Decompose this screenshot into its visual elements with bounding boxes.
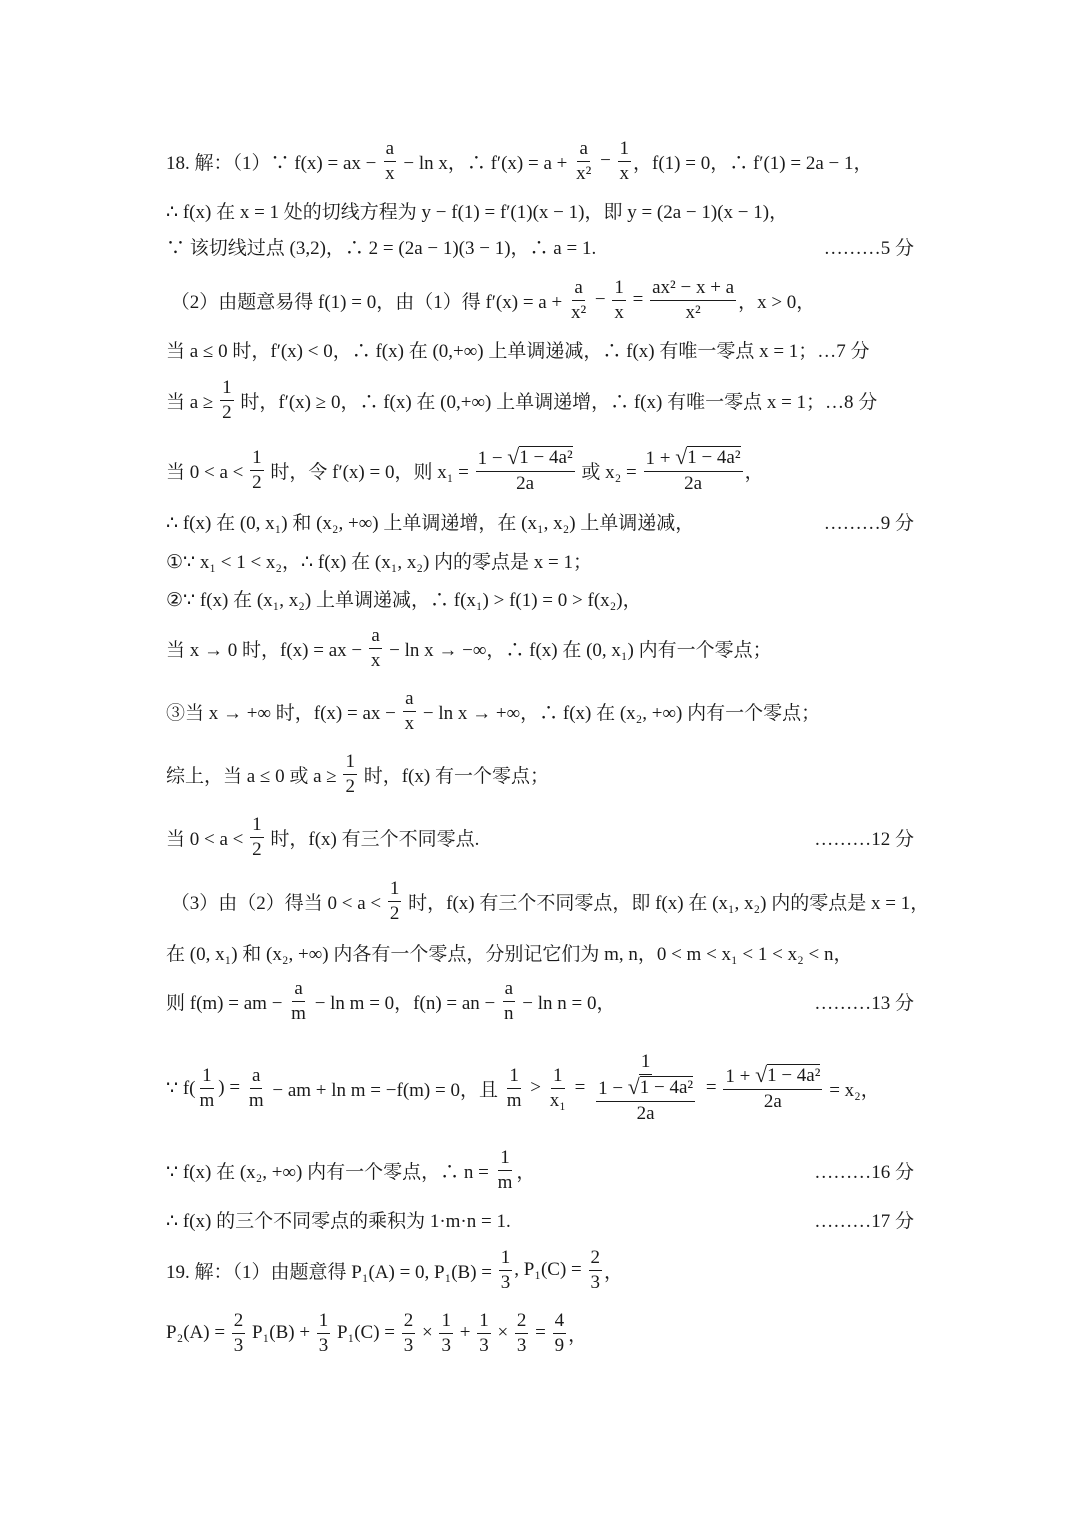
math-text: − bbox=[595, 150, 616, 171]
math-text: 4 bbox=[554, 1309, 565, 1331]
numerator bbox=[515, 1310, 529, 1334]
denominator bbox=[505, 1089, 524, 1112]
denominator bbox=[369, 649, 383, 672]
math-text: ∴ f(x) 在 (0, x₁) 和 (x₂, +∞) 上单调递增，在 (x₁, x₂) 上单调递减， bbox=[166, 512, 695, 534]
math-text: x bbox=[404, 712, 415, 734]
fraction bbox=[553, 1310, 567, 1357]
math-text: x₁ bbox=[549, 1089, 566, 1111]
math-text: 1 bbox=[345, 750, 355, 772]
math-text: P₁(B) + bbox=[247, 1322, 315, 1343]
math-text: 3 bbox=[441, 1334, 451, 1356]
fraction bbox=[723, 1064, 822, 1113]
numerator bbox=[250, 1065, 262, 1089]
denominator bbox=[548, 1089, 568, 1112]
denominator bbox=[232, 1334, 246, 1357]
math-text: ∴ f(x) 的三个不同零点的乘积为 1·m·n = 1. bbox=[166, 1210, 511, 1232]
math-text: 1 bbox=[252, 813, 262, 835]
math-text: 1 bbox=[614, 276, 624, 298]
math-text: ，f(1) = 0，∴ f′(1) = 2a − 1， bbox=[633, 152, 873, 174]
math-text: 1 + bbox=[725, 1065, 756, 1087]
numerator bbox=[644, 446, 743, 472]
math-text: 或 x₂ = bbox=[576, 461, 642, 483]
math-text: 3 bbox=[479, 1334, 489, 1356]
numerator bbox=[232, 1310, 246, 1334]
math-text: a bbox=[385, 137, 395, 159]
math-text: 2 bbox=[345, 775, 355, 797]
numerator bbox=[503, 978, 515, 1002]
math-text: 2 bbox=[252, 471, 262, 493]
math-text: 1 − 4a² bbox=[687, 446, 741, 468]
numerator bbox=[507, 1065, 521, 1089]
solution-line bbox=[166, 739, 549, 809]
radicand bbox=[687, 446, 740, 469]
denominator bbox=[762, 1090, 784, 1113]
fraction bbox=[505, 1065, 524, 1112]
numerator bbox=[639, 1051, 653, 1075]
numerator bbox=[477, 1310, 491, 1334]
numerator bbox=[499, 1247, 513, 1271]
radical-sign: √ bbox=[755, 1062, 768, 1087]
denominator bbox=[439, 1334, 453, 1357]
solution-line bbox=[166, 1053, 880, 1123]
fraction bbox=[232, 1310, 246, 1357]
numerator bbox=[553, 1310, 567, 1334]
denominator bbox=[250, 838, 264, 861]
math-text: 1 bbox=[441, 1309, 451, 1331]
denominator bbox=[635, 1102, 657, 1125]
numerator bbox=[317, 1310, 331, 1334]
score-mark: ………13 分 bbox=[814, 992, 914, 1014]
numerator bbox=[439, 1310, 453, 1334]
denominator bbox=[499, 1271, 513, 1294]
math-text: ∵ f(x) 在 (x₂, +∞) 内有一个零点，∴ n = bbox=[166, 1161, 494, 1183]
math-text: 3 bbox=[233, 1334, 244, 1356]
numerator bbox=[250, 447, 264, 471]
solution-line bbox=[166, 802, 479, 872]
math-text: − ln x → −∞，∴ f(x) 在 (0, x₁) 内有一个零点； bbox=[384, 639, 772, 661]
math-text: a bbox=[504, 977, 513, 999]
denominator bbox=[403, 712, 417, 735]
radical-sign: √ bbox=[507, 444, 520, 469]
math-text: P₂(A) = bbox=[166, 1322, 230, 1343]
math-text: 2 bbox=[516, 1309, 527, 1331]
math-text: ，x > 0， bbox=[738, 291, 816, 313]
score-mark: ………9 分 bbox=[823, 512, 914, 534]
math-text: 1 bbox=[619, 137, 630, 159]
denominator bbox=[589, 1271, 603, 1294]
math-text: 在 (0, x₁) 和 (x₂, +∞) 内各有一个零点，分别记它们为 m, n，0 < m < x₁ < 1 < x₂ < n， bbox=[166, 943, 853, 965]
math-text: a bbox=[252, 1064, 261, 1086]
square-root bbox=[628, 1076, 693, 1099]
math-text: 18. 解：（1）∵ f(x) = ax − bbox=[166, 152, 382, 174]
numerator bbox=[612, 277, 626, 301]
fraction bbox=[369, 625, 383, 672]
math-text: 综上，当 a ≤ 0 或 a ≥ bbox=[166, 765, 342, 787]
score-mark: ………5 分 bbox=[823, 237, 914, 259]
solution-line bbox=[166, 613, 772, 683]
fraction bbox=[247, 1065, 266, 1112]
math-text: = bbox=[569, 1077, 591, 1098]
numerator bbox=[618, 138, 632, 162]
math-text: ) = bbox=[218, 1077, 245, 1098]
solution-line bbox=[166, 365, 877, 435]
math-text: m bbox=[497, 1171, 513, 1193]
math-text: 当 0 < a < bbox=[166, 828, 249, 850]
score-mark: ………12 分 bbox=[814, 828, 914, 850]
math-text: 1 bbox=[252, 446, 262, 468]
numerator bbox=[388, 878, 402, 902]
math-text: ， bbox=[604, 1261, 624, 1283]
math-text: ， bbox=[516, 1161, 536, 1183]
numerator bbox=[200, 1065, 214, 1089]
math-text: ， bbox=[744, 461, 764, 483]
math-text: ∵ 该切线过点 (3,2)，∴ 2 = (2a − 1)(3 − 1)，∴ a = 1. bbox=[166, 237, 597, 259]
math-text: 2 bbox=[389, 902, 400, 924]
numerator bbox=[369, 625, 381, 649]
numerator bbox=[596, 1076, 695, 1102]
numerator bbox=[476, 446, 575, 472]
math-text: 1 + bbox=[645, 447, 676, 469]
math-text: − ln m = 0，f(n) = an − bbox=[309, 992, 501, 1014]
math-text: x² bbox=[576, 162, 592, 184]
radicand bbox=[640, 1076, 693, 1099]
fraction bbox=[589, 1247, 603, 1294]
fraction bbox=[317, 1310, 331, 1357]
math-text: 1 bbox=[500, 1246, 511, 1268]
math-text: 2 bbox=[252, 838, 262, 860]
numerator bbox=[220, 377, 234, 401]
math-text: 9 bbox=[554, 1334, 565, 1356]
math-text: m bbox=[291, 1002, 306, 1024]
math-text: = bbox=[530, 1322, 551, 1343]
math-text: a bbox=[405, 687, 414, 709]
numerator bbox=[343, 751, 357, 775]
math-text: 当 a ≥ bbox=[166, 391, 219, 413]
math-text: 2a bbox=[684, 472, 702, 494]
math-text: （2）由题意易得 f(1) = 0，由（1）得 f′(x) = a + bbox=[166, 291, 567, 313]
math-text: x bbox=[385, 162, 395, 184]
square-root bbox=[675, 446, 740, 469]
math-text: 19. 解：（1）由题意得 P₁(A) = 0, P₁(B) = bbox=[166, 1261, 497, 1283]
math-text: x bbox=[614, 301, 624, 323]
math-text: 时，f(x) 有一个零点； bbox=[358, 765, 549, 787]
fraction bbox=[403, 688, 417, 735]
math-text: 当 x → 0 时，f(x) = ax − bbox=[166, 639, 367, 661]
numerator bbox=[551, 1065, 565, 1089]
radicand bbox=[519, 446, 572, 469]
math-text: 2 bbox=[403, 1309, 414, 1331]
radical-sign: √ bbox=[627, 1075, 640, 1100]
math-text: × bbox=[492, 1322, 513, 1343]
math-text: = bbox=[627, 289, 649, 310]
numerator bbox=[402, 1310, 416, 1334]
math-text: 1 − 4a² bbox=[639, 1077, 694, 1099]
math-text: + bbox=[454, 1322, 476, 1343]
solution-line bbox=[166, 1235, 623, 1305]
math-text: ③当 x → +∞ 时，f(x) = ax − bbox=[166, 702, 401, 724]
numerator bbox=[384, 138, 396, 162]
fraction bbox=[343, 751, 357, 798]
denominator bbox=[317, 1334, 331, 1357]
math-text: a bbox=[579, 137, 588, 159]
math-text: ， bbox=[568, 1324, 588, 1346]
denominator bbox=[502, 1002, 516, 1025]
math-text: 时，f(x) 有三个不同零点，即 f(x) 在 (x₁, x₂) 内的零点是 x = 1， bbox=[403, 892, 930, 914]
math-text: 1 bbox=[479, 1309, 489, 1331]
math-text: 2a bbox=[516, 472, 535, 494]
fraction bbox=[439, 1310, 453, 1357]
math-text: a bbox=[294, 977, 303, 999]
math-text: 3 bbox=[590, 1271, 600, 1293]
fraction bbox=[402, 1310, 416, 1357]
denominator bbox=[515, 1334, 529, 1357]
fraction bbox=[596, 1076, 695, 1125]
fraction bbox=[515, 1310, 529, 1357]
radical-sign: √ bbox=[675, 444, 688, 469]
math-text: 2 bbox=[233, 1309, 244, 1331]
fraction bbox=[548, 1065, 568, 1112]
math-text: 1 bbox=[202, 1064, 212, 1086]
math-text: 当 a ≤ 0 时，f′(x) < 0，∴ f(x) 在 (0,+∞) 上单调递减，∴ f(x) 有唯一零点 x = 1；…7 分 bbox=[166, 340, 870, 362]
radicand bbox=[767, 1064, 820, 1087]
math-text: 2a bbox=[763, 1090, 782, 1112]
math-text: x² bbox=[685, 301, 701, 323]
square-root bbox=[507, 446, 572, 469]
math-text: − bbox=[590, 289, 611, 310]
denominator bbox=[592, 1075, 699, 1125]
math-text: x bbox=[619, 162, 630, 184]
denominator bbox=[289, 1002, 308, 1025]
math-text: （3）由（2）得当 0 < a < bbox=[166, 892, 386, 914]
numerator bbox=[403, 688, 415, 712]
math-text: a bbox=[574, 276, 583, 298]
math-text: 1 bbox=[389, 877, 400, 899]
denominator bbox=[402, 1334, 416, 1357]
math-text: P₁(C) = bbox=[332, 1322, 400, 1343]
math-text: ax² − x + a bbox=[652, 276, 735, 298]
math-text: x² bbox=[570, 301, 587, 323]
denominator bbox=[343, 775, 357, 798]
numerator bbox=[650, 277, 736, 301]
denominator bbox=[553, 1334, 567, 1357]
math-text: 1 − 4a² bbox=[767, 1064, 821, 1086]
score-mark: ………17 分 bbox=[814, 1210, 914, 1232]
math-text: 1 − 4a² bbox=[519, 446, 573, 468]
math-text: 3 bbox=[403, 1334, 414, 1356]
solution-line bbox=[166, 1298, 587, 1368]
numerator bbox=[589, 1247, 603, 1271]
math-text: x bbox=[370, 649, 381, 671]
denominator bbox=[477, 1334, 491, 1357]
fraction bbox=[499, 1247, 513, 1294]
math-text: 1 − bbox=[477, 447, 508, 469]
math-text: m bbox=[248, 1089, 264, 1111]
fraction bbox=[198, 1065, 217, 1112]
math-text: − ln x，∴ f′(x) = a + bbox=[398, 152, 573, 174]
math-text: 1 bbox=[222, 376, 232, 398]
square-root bbox=[755, 1064, 820, 1087]
math-text: − ln x → +∞，∴ f(x) 在 (x₂, +∞) 内有一个零点； bbox=[418, 702, 821, 724]
math-text: = x₂， bbox=[824, 1079, 880, 1101]
denominator bbox=[247, 1089, 266, 1112]
math-text: = bbox=[701, 1077, 722, 1098]
numerator bbox=[292, 978, 304, 1002]
math-text: m bbox=[506, 1089, 522, 1111]
math-text: > bbox=[525, 1077, 546, 1098]
math-text: 1 bbox=[500, 1146, 510, 1168]
fraction bbox=[220, 377, 234, 424]
math-text: ①∵ x₁ < 1 < x₂，∴ f(x) 在 (x₁, x₂) 内的零点是 x = 1； bbox=[166, 551, 592, 573]
fraction bbox=[592, 1051, 699, 1125]
fraction bbox=[289, 978, 308, 1025]
solution-line bbox=[166, 966, 616, 1036]
math-text: 1 bbox=[553, 1064, 563, 1086]
math-text: 2 bbox=[590, 1246, 600, 1268]
math-text: ②∵ f(x) 在 (x₁, x₂) 上单调递减，∴ f(x₁) > f(1) = 0 > f(x₂)， bbox=[166, 589, 642, 611]
score-mark: ………16 分 bbox=[814, 1161, 914, 1183]
math-text: , P₁(C) = bbox=[514, 1259, 587, 1280]
denominator bbox=[220, 401, 234, 424]
math-text: 3 bbox=[318, 1334, 329, 1356]
math-text: 3 bbox=[500, 1271, 511, 1293]
math-text: 1 bbox=[318, 1309, 329, 1331]
math-text: 当 0 < a < bbox=[166, 461, 249, 483]
numerator bbox=[498, 1147, 512, 1171]
math-text: a bbox=[371, 624, 380, 646]
math-text: − ln n = 0， bbox=[517, 992, 616, 1014]
math-text: 1 bbox=[640, 1051, 651, 1073]
fraction bbox=[502, 978, 516, 1025]
math-text: 时，f(x) 有三个不同零点. bbox=[265, 828, 480, 850]
denominator bbox=[198, 1089, 217, 1112]
numerator bbox=[572, 277, 584, 301]
math-text: 时，f′(x) ≥ 0，∴ f(x) 在 (0,+∞) 上单调递增，∴ f(x) 有唯一零点 x = 1；…8 分 bbox=[235, 391, 878, 413]
math-text: 时，令 f′(x) = 0，则 x₁ = bbox=[265, 461, 474, 483]
math-text: − am + ln m = −f(m) = 0，且 bbox=[267, 1079, 503, 1101]
math-text: n bbox=[504, 1002, 514, 1024]
math-text: ∴ f(x) 在 x = 1 处的切线方程为 y − f(1) = f′(1)(x − 1)，即 y = (2a − 1)(x − 1)， bbox=[166, 201, 789, 223]
numerator bbox=[723, 1064, 822, 1090]
math-text: 1 − bbox=[598, 1078, 628, 1100]
math-text: 3 bbox=[516, 1334, 527, 1356]
math-text: × bbox=[417, 1322, 438, 1343]
numerator bbox=[250, 814, 264, 838]
solution-line bbox=[166, 676, 820, 746]
math-text: 2 bbox=[222, 401, 232, 423]
math-text: 则 f(m) = am − bbox=[166, 992, 288, 1014]
fraction bbox=[477, 1310, 491, 1357]
numerator bbox=[577, 138, 589, 162]
math-text: 1 bbox=[509, 1064, 519, 1086]
math-text: 2a bbox=[636, 1102, 655, 1124]
math-text: ∵ f( bbox=[166, 1077, 196, 1099]
math-text: m bbox=[199, 1089, 215, 1111]
fraction bbox=[250, 814, 264, 861]
